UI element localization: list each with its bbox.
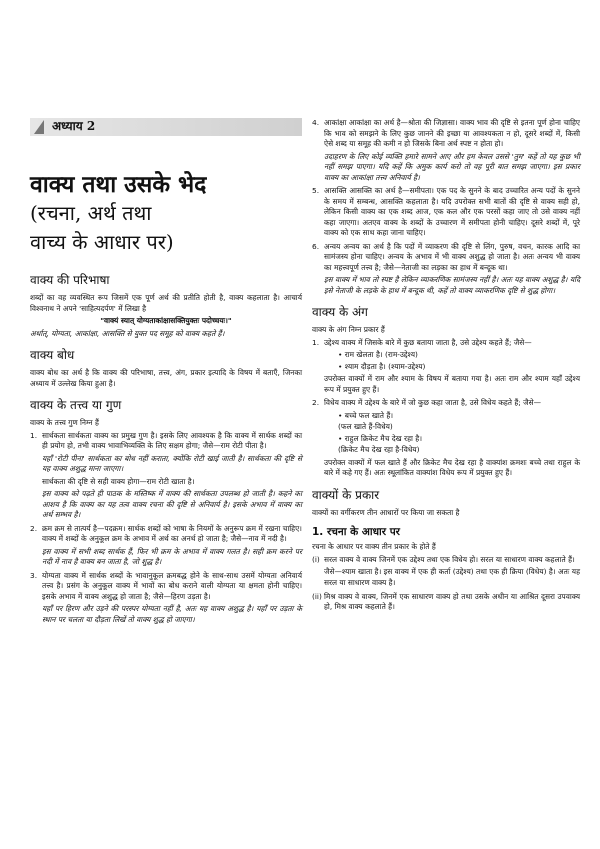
right-column [312, 0, 580, 849]
item-text: सरल वाक्य वे वाक्य जिनमें एक उद्देश्य तथा एक विधेय हो। सरल या साधारण वाक्य कहलाते हैं। [324, 554, 575, 564]
example-line: (फल खाते हैं-विधेय) [338, 422, 393, 432]
item-text: आसक्ति आसक्ति का अर्थ है—समीपता। एक पद के सुनने के बाद उच्चारित अन्य पदों के सुनने के समय में सम्बन्ध, आसक्ति कहलाता है। यदि उपरोक्त सभी बातों की दृष्टि से वाक्य सही हो, लेकिन किसी वाक्य का एक शब्द आज, एक कल और एक परसों कहा जाए तो उसे वाक्य नहीं कहा जाएगा। अतएव वाक्य के शब्दों के उच्चारण में समीपता होनी चाहिए। दूसरे शब्दों में, पूरे वाक्य को एक साथ कहा जाना चाहिए। [324, 186, 580, 238]
rachna-list [312, 555, 580, 613]
title-line-3: वाच्य के आधार पर) [30, 230, 174, 255]
definition-meaning: अर्थात्, योग्यता, आकांक्षा, आसक्ति से युक्त पद समूह को वाक्य कहते हैं। [30, 328, 225, 338]
item-text: जैसे—श्याम खाता है। इस वाक्य में एक ही कर्ता (उद्देश्य) तथा एक ही क्रिया (विधेय) है। अतः यह सरल या साधारण वाक्य है। [324, 567, 580, 587]
item-text: आकांक्षा आकांक्षा का अर्थ है—श्रोता की जिज्ञासा। वाक्य भाव की दृष्टि से इतना पूर्ण होना चाहिए कि भाव को समझने के लिए कुछ जानने की इच्छा या आवश्यकता न हो, दूसरे शब्दों में, किसी ऐसे शब्द या समूह की कमी न हो जिसके बिना अर्थ स्पष्ट न होता हो। [324, 118, 580, 149]
left-body [30, 264, 302, 628]
item-text: उपरोक्त वाक्यों में फल खाते हैं और क्रिकेट मैच देख रहा है वाक्यांश क्रमशः बच्चे तथा राहुल के बारे में कहे गए हैं। अतः स्थूलांकित वाक्यांश विधेय रूप में प्रयुक्त हुए हैं। [324, 457, 580, 478]
item-text: सार्थकता सार्थकता वाक्य का प्रमुख गुण है। इसके लिए आवश्यक है कि वाक्य में सार्थक शब्दों का ही प्रयोग हो, तभी वाक्य भावाभिव्यक्ति के लिए सक्षम होगा; जैसे—राम रोटी पीता है। [42, 430, 302, 451]
item-number: 3. [30, 570, 38, 580]
item-text: सार्थकता की दृष्टि से सही वाक्य होगा—राम रोटी खाता है। [42, 476, 195, 486]
list-item [312, 118, 580, 183]
item-number: 1. [30, 430, 38, 440]
item-text: योग्यता वाक्य में सार्थक शब्दों के भावानुकूल क्रमबद्ध होने के साथ-साथ उसमें योग्यता अनिवार्य तत्त्व है। प्रसंग के अनुकूल वाक्य में भावों का बोध कराने वाली योग्यता या क्षमता होनी चाहिए। इसके अभाव में वाक्य अशुद्ध हो जाता है; जैसे—हिरण उड़ता है। [42, 570, 302, 601]
bodh-paragraph: वाक्य बोध का अर्थ है कि वाक्य की परिभाषा, तत्त्व, अंग, प्रकार इत्यादि के विषय में बताएँ, जिनका अध्याय में उल्लेख किया हुआ है। [30, 368, 302, 388]
sanskrit-quote: "वाक्यं स्यात् योग्यताकांक्षासक्तियुक्तः पदोच्चयः।" [100, 316, 232, 326]
item-note: यहाँ 'रोटी पीना' सार्थकता का बोध नहीं कराता, क्योंकि रोटी खाई जाती है। सार्थकता की दृष्टि से यह वाक्य अशुद्ध माना जाएगा। [42, 453, 302, 474]
prakar-paragraph: वाक्यों का वर्गीकरण तीन आधारों पर किया जा सकता है [312, 508, 460, 518]
item-text: उद्देश्य वाक्य में जिसके बारे में कुछ बताया जाता है, उसे उद्देश्य कहते हैं; जैसे— [324, 337, 532, 347]
definition-paragraph: शब्दों का वह व्यवस्थित रूप जिसमें एक पूर्ण अर्थ की प्रतीति होती है, वाक्य कहलाता है। आचार्य विश्वनाथ ने अपने 'साहित्यदर्पण' में लिखा है [30, 293, 302, 313]
list-item [30, 571, 302, 626]
example-line: • बच्चे फल खाते हैं। [338, 410, 394, 420]
list-item [312, 398, 580, 479]
heading-prakar: वाक्यों के प्रकार [312, 487, 380, 502]
title-line-1: वाक्य तथा उसके भेद [30, 171, 207, 198]
rachna-paragraph: रचना के आधार पर वाक्य तीन प्रकार के होते हैं [312, 542, 436, 552]
list-item [312, 242, 580, 297]
item-number: 4. [312, 118, 320, 127]
list-item [312, 186, 580, 239]
item-text: मिश्र वाक्य वे वाक्य, जिनमें एक साधारण वाक्य हो तथा उसके अधीन या आश्रित दूसरा उपवाक्य हो, मिश्र वाक्य कहलाते हैं। [324, 591, 580, 612]
item-number: (ii) [312, 591, 322, 601]
triangle-icon [34, 120, 44, 134]
item-number: 6. [312, 241, 320, 251]
list-item [312, 592, 580, 613]
example-line: • राम खेलता है। (राम-उद्देश्य) [338, 350, 418, 360]
item-number: 2. [312, 398, 320, 408]
example-block [324, 350, 580, 372]
item-note: इस वाक्य में सभी शब्द सार्थक हैं, फिर भी क्रम के अभाव में वाक्य गलत है। सही क्रम करने पर नदी में नाव है वाक्य बन जाता है, जो शुद्ध है। [42, 546, 302, 567]
item-number: 5. [312, 186, 320, 196]
heading-definition: वाक्य की परिभाषा [30, 273, 110, 287]
chapter-header-bar [30, 118, 302, 136]
example-line: • राहुल क्रिकेट मैच देख रहा है। [338, 433, 422, 443]
tatva-list-continued [312, 118, 580, 296]
heading-bodh: वाक्य बोध [30, 348, 75, 363]
item-note: इस वाक्य में भाव तो स्पष्ट है लेकिन व्याकरणिक सामंजस्य नहीं है। अतः यह वाक्य अशुद्ध है। यदि इसे नेताजी के लड़के के हाथ में बन्दूक थी, कहें तो वाक्य व्याकरणिक दृष्टि से शुद्ध होगा। [324, 275, 580, 295]
item-number: 2. [30, 523, 38, 533]
item-number: 1. [312, 337, 320, 347]
list-item [30, 524, 302, 568]
item-number: (i) [312, 554, 320, 564]
ang-list [312, 338, 580, 479]
list-item [30, 431, 302, 521]
list-item [312, 555, 580, 589]
chapter-label: अध्याय 2 [52, 119, 96, 134]
example-line: • श्याम दौड़ता है। (श्याम-उद्देश्य) [338, 361, 426, 371]
left-column [30, 0, 302, 849]
heading-tatva: वाक्य के तत्त्व या गुण [30, 398, 122, 413]
example-line: (क्रिकेट मैच देख रहा है-विधेय) [338, 445, 420, 455]
list-item [312, 338, 580, 396]
right-body [312, 118, 580, 616]
item-text: विधेय वाक्य में उद्देश्य के बारे में जो कुछ कहा जाता है, उसे विधेय कहते हैं; जैसे— [324, 398, 542, 408]
chapter-title [30, 172, 206, 255]
ang-intro: वाक्य के अंग निम्न प्रकार हैं [312, 325, 385, 335]
item-note: उदाहरण के लिए कोई व्यक्ति हमारे सामने आए और हम केवल उससे 'तुम' कहें तो यह कुछ भी नहीं समझ पाएगा। यदि कहें कि अमुक कार्य करो तो वह पूरी बात समझ जाएगा। इस प्रकार वाक्य का आकांक्षा तत्त्व अनिवार्य है। [324, 151, 580, 182]
item-text: अन्वय अन्वय का अर्थ है कि पदों में व्याकरण की दृष्टि से लिंग, पुरुष, वचन, कारक आदि का सामंजस्य होना चाहिए। अन्वय के अभाव में भी वाक्य अशुद्ध हो जाता है। अतः अन्वय भी वाक्य का महत्त्वपूर्ण तत्त्व है; जैसे—नेताजी का लड़का का हाथ में बन्दूक था। [324, 241, 580, 272]
item-text: उपरोक्त वाक्यों में राम और श्याम के विषय में बताया गया है। अतः राम और श्याम यहाँ उद्देश्य रूप में प्रयुक्त हुए हैं। [324, 374, 580, 394]
heading-ang: वाक्य के अंग [312, 305, 368, 320]
example-block [324, 411, 580, 456]
item-note: इस वाक्य को पढ़ते ही पाठक के मस्तिष्क में वाक्य की सार्थकता उपलब्ध हो जाती है। कहने का आशय है कि वाक्य का यह तत्व वाक्य रचना की दृष्टि से अनिवार्य है। इसके अभाव में वाक्य का अर्थ सम्भव है। [42, 489, 302, 520]
heading-rachna: 1. रचना के आधार पर [312, 525, 400, 538]
tatva-intro: वाक्य के तत्त्व गुण निम्न हैं [30, 418, 99, 428]
title-line-2: (रचना, अर्थ तथा [30, 201, 152, 226]
tatva-list [30, 431, 302, 626]
item-note: यहाँ पर हिरण और उड़ने की परस्पर योग्यता नहीं है, अतः यह वाक्य अशुद्ध है। यहाँ पर उड़ता के स्थान पर चलता या दौड़ता लिखें तो वाक्य शुद्ध हो जाएगा। [42, 604, 302, 624]
item-text: क्रम क्रम से तात्पर्य है—पदक्रम। सार्थक शब्दों को भाषा के नियमों के अनुरूप क्रम में रखना चाहिए। वाक्य में शब्दों के अनुकूल क्रम के अभाव में अर्थ का अनर्थ हो जाता है; जैसे—नाव में नदी है। [42, 523, 302, 544]
